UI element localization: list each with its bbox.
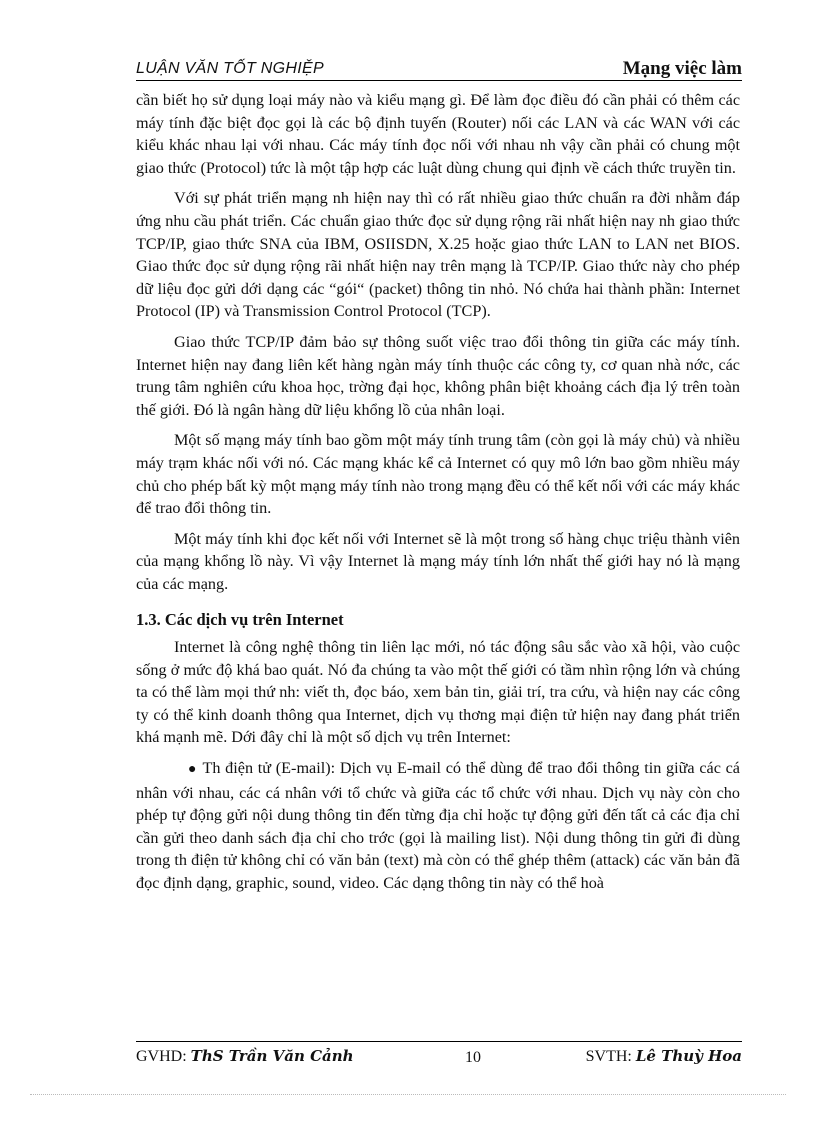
footer-student-label: SVTH: — [585, 1048, 632, 1065]
paragraph-1: cần biết họ sử dụng loại máy nào và kiểu mạng gì. Để làm đọc điều đó cần phải có thêm các máy tính đặc biệt đọc gọi là các bộ định tuyến (Router) nối các LAN và các WAN với các kiểu khác nhau lại với nhau. Các máy tính đọc nối với nhau nh vậy cần phải có chung một giao thức (Protocol) tức là một tập hợp các luật dùng chung qui định về cách thức truyền tin. — [136, 91, 740, 177]
paragraph-4: Một số mạng máy tính bao gồm một máy tính trung tâm (còn gọi là máy chủ) và nhiều máy trạm khác nối với nó. Các mạng khác kể cả Internet có quy mô lớn bao gồm nhiều máy chủ cho phép bất kỳ một mạng máy tính nào trong mạng đều có thể kết nối với các máy khác để trao đổi thông tin. — [136, 431, 740, 518]
section-heading: 1.3. Các dịch vụ trên Internet — [136, 610, 344, 630]
footer-advisor-label: GVHD: — [136, 1048, 187, 1065]
paragraph-3: Giao thức TCP/IP đảm bảo sự thông suốt việc trao đổi thông tin giữa các máy tính. Internet hiện nay đang liên kết hàng ngàn máy tính thuộc các công ty, cơ quan nhà nớc, các trung tâm nghiên cứu khoa học, trờng đại học, không phân biệt khoảng cách địa lý trên toàn thế giới. Đó là ngân hàng dữ liệu khổng lồ của nhân loại. — [136, 332, 740, 419]
footer-advisor — [136, 1047, 354, 1066]
document-body — [136, 89, 740, 903]
paragraph-5: Một máy tính khi đọc kết nối với Internet sẽ là một trong số hàng chục triệu thành viên của mạng khổng lồ này. Vì vậy Internet là mạng máy tính lớn nhất thế giới hay nó là mạng của các mạng. — [136, 529, 740, 593]
section-paragraph: Internet là công nghệ thông tin liên lạc mới, nó tác động sâu sắc vào xã hội, vào cuộc sống ở mức độ khá bao quát. Nó đa chúng ta vào một thế giới có tầm nhìn rộng lớn và chúng ta có thể làm mọi thứ nh: viết th, đọc báo, xem bản tin, giải trí, tra cứu, và hiện nay các công ty có thể kinh doanh thông qua Internet, dịch vụ thơng mại điện tử hiện nay đang phát triển khá mạnh mẽ. Dới đây chỉ là một số dịch vụ trên Internet: — [136, 638, 740, 747]
header-rule — [136, 80, 742, 81]
bullet-item-email — [136, 757, 740, 895]
bullet-icon: ● — [188, 762, 197, 778]
header-topic: Mạng việc làm — [622, 58, 742, 79]
page-number: 10 — [465, 1049, 481, 1066]
header-thesis-title: LUẬN VĂN TỐT NGHIỆP — [136, 60, 324, 77]
footer-student-name: Lê Thuỳ Hoa — [635, 1047, 742, 1065]
footer-advisor-name: ThS Trần Văn Cảnh — [190, 1047, 354, 1065]
page-bottom-dotted-line — [30, 1094, 786, 1095]
footer-student — [586, 1047, 742, 1066]
footer-rule — [136, 1041, 742, 1042]
paragraph-2: Với sự phát triển mạng nh hiện nay thì có rất nhiều giao thức chuẩn ra đời nhằm đáp ứng nhu cầu phát triển. Các chuẩn giao thức đọc sử dụng rộng rãi nhất hiện nay nh giao thức TCP/IP, giao thức SNA của IBM, OSIISDN, X.25 hoặc giao thức LAN to LAN net BIOS. Giao thức đọc sử dụng rộng rãi nhất hiện nay trên mạng là TCP/IP. Giao thức này cho phép dữ liệu đọc gửi dới dạng các “gói“ (packet) thông tin nhỏ. Nó chứa hai thành phần: Internet Protocol (IP) và Transmission Control Protocol (TCP). — [136, 189, 740, 321]
bullet-text: Th điện tử (E-mail): Dịch vụ E-mail có thể dùng để trao đổi thông tin giữa các cá nhân với nhau, các cá nhân với tổ chức và giữa các tổ chức với nhau. Dịch vụ này còn cho phép tự động gửi nội dung thông tin đến từng địa chỉ hoặc tự động gửi đến tất cả các địa chỉ cần gửi theo danh sách địa chỉ cho trớc (gọi là mailing list). Nội dung thông tin gửi đi dùng trong th điện tử không chỉ có văn bản (text) mà còn có thể ghép thêm (attack) các văn bản đã đọc định dạng, graphic, sound, video. Các dạng thông tin này có thể hoà — [136, 759, 740, 892]
